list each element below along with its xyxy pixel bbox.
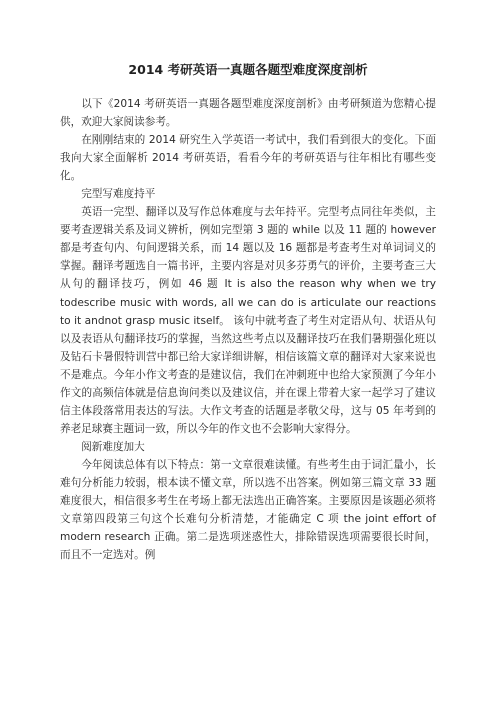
section-heading-cloze: 完型写难度持平	[81, 188, 156, 201]
document-title: 2014 考研英语一真题各题型难度深度剖析	[128, 62, 368, 77]
section-heading-reading: 阅新难度加大	[81, 440, 145, 453]
intro-paragraph: 以下《2014 考研英语一真题各题型难度深度剖析》由考研频道为您精心提供，欢迎大家阅读参考。	[60, 98, 436, 129]
reading-analysis-paragraph: 今年阅读总体有以下特点：第一文章很难读懂。有些考生由于词汇量小，长难句分析能力较弱，根本读不懂文章，所以选不出答案。例如第三篇文章 33 题难度很大，相信很多考生在考场上都无法选出正确答案。主要原因是该题必须将文章第四段第三句这个长难句分析清楚，才能确定 C 项 the joint effort of modern research 正确。第二是选项迷惑性大，排除错误选项需要很长时间，而且不一定选对。例	[60, 458, 436, 562]
document-body	[60, 95, 436, 564]
overview-paragraph: 在刚刚结束的 2014 研究生入学英语一考试中，我们看到很大的变化。下面我向大家全面解析 2014 考研英语，看看今年的考研英语与往年相比有哪些变化。	[60, 134, 436, 183]
cloze-analysis-paragraph: 英语一完型、翻译以及写作总体难度与去年持平。完型考点同往年类似，主要考查逻辑关系及词义辨析，例如完型第 3 题的 while 以及 11 题的 however 都是考查句内、句间逻辑关系，而 14 题以及 16 题都是考查考生对单词词义的掌握。翻译考题选自一篇书评，主要内容是对贝多芬勇气的评价，主要考查三大从句的翻译技巧，例如 46 题 It is also the reason why when we try todescribe music with words, all we can do is articulate our reactions to it andnot grasp music itself。 该句中就考查了考生对定语从句、状语从句以及表语从句翻译技巧的掌握，当然这些考点以及翻译技巧在我们暑期强化班以及钻石卡暑假特训营中都已给大家详细讲解，相信该篇文章的翻译对大家来说也不是难点。今年小作文考查的是建议信，我们在冲刺班中也给大家预测了今年小作文的高频信体就是信息询问类以及建议信，并在课上带着大家一起学习了建议信主体段落常用表达的写法。大作文考查的话题是孝敬父母，这与 05 年考到的养老足球赛主题词一致，所以今年的作文也不会影响大家得分。	[60, 206, 436, 435]
